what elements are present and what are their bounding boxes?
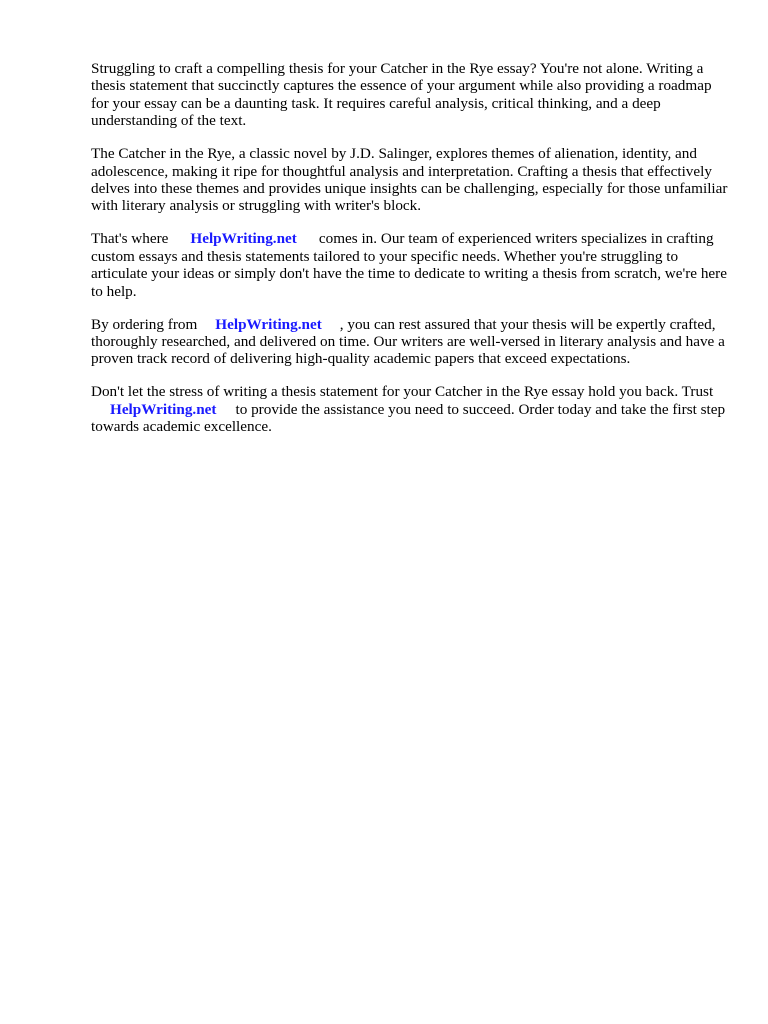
paragraph-novel-themes xyxy=(91,145,731,215)
paragraph-novel-themes-text: The Catcher in the Rye, a classic novel by J.D. Salinger, explores themes of alienation, identity, and adolescence, making it ripe for thoughtful analysis and interpretation. Crafting a thesis that effectively delves into these themes and provides unique insights can be challenging, especially for those unfamiliar with literary analysis or struggling with writer's block. xyxy=(91,145,728,215)
paragraph-closing xyxy=(91,383,731,435)
document-page xyxy=(91,60,731,451)
paragraph-intro-text: Struggling to craft a compelling thesis for your Catcher in the Rye essay? You're not alone. Writing a thesis statement that succinctly captures the essence of your argument while also providing a roadmap for your essay can be a daunting task. It requires careful analysis, critical thinking, and a deep understanding of the text. xyxy=(91,60,712,130)
helpwriting-link[interactable]: HelpWriting.net xyxy=(190,230,297,248)
paragraph-intro xyxy=(91,60,731,130)
paragraph-ordering xyxy=(91,316,731,368)
paragraph-ordering-after: , you can rest assured that your thesis will be expertly crafted, thoroughly researched, and delivered on time. Our writers are well-versed in literary analysis and have a proven track record of delivering high-quality academic papers that exceed expectations. xyxy=(91,315,725,368)
paragraph-service-after: comes in. Our team of experienced writers specializes in crafting custom essays and thesis statements tailored to your specific needs. Whether you're struggling to articulate your ideas or simply don't have the time to dedicate to writing a thesis from scratch, we're here to help. xyxy=(91,230,727,300)
paragraph-service xyxy=(91,230,731,300)
paragraph-ordering-before: By ordering from xyxy=(91,315,198,333)
paragraph-closing-before: Don't let the stress of writing a thesis statement for your Catcher in the Rye essay hold you back. Trust xyxy=(91,383,714,401)
paragraph-closing-after: to provide the assistance you need to succeed. Order today and take the first step towards academic excellence. xyxy=(91,400,726,436)
paragraph-service-before: That's where xyxy=(91,230,169,248)
helpwriting-link[interactable]: HelpWriting.net xyxy=(215,315,322,333)
helpwriting-link[interactable]: HelpWriting.net xyxy=(110,400,217,418)
